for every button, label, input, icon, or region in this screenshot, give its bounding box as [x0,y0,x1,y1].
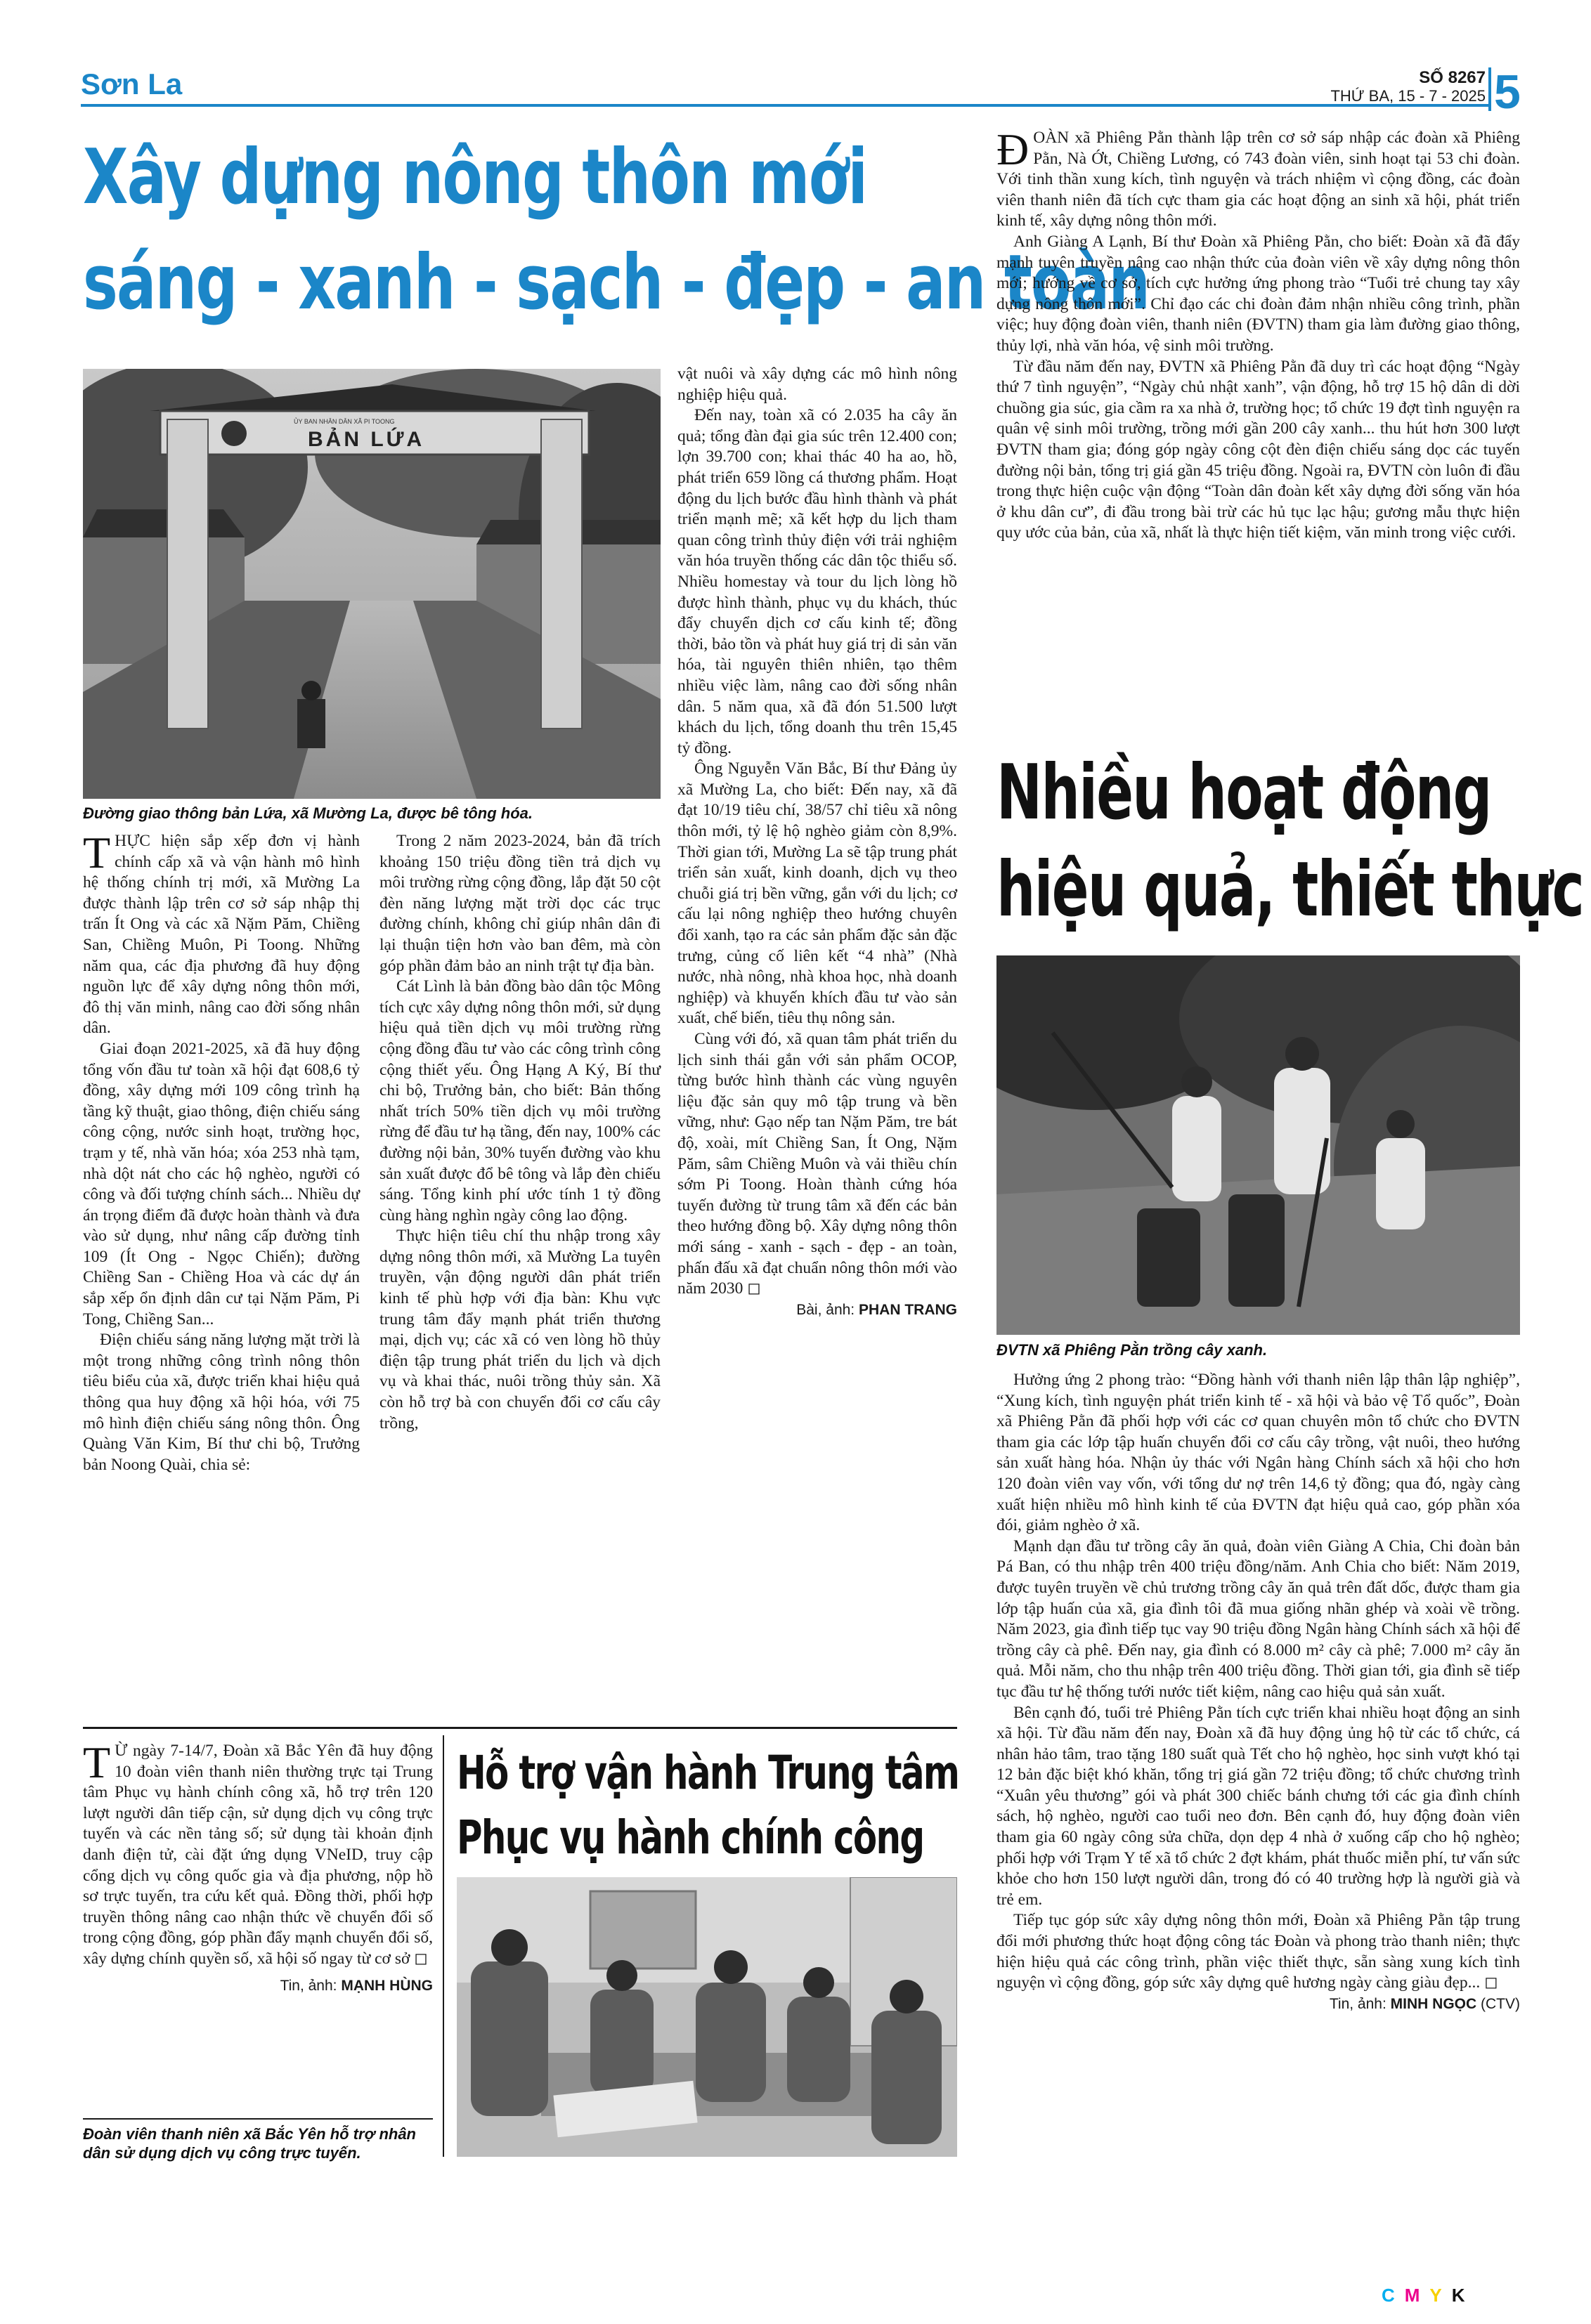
article2-photo [996,955,1520,1335]
article2-body [996,1370,1520,2014]
article3-headline-line1: Hỗ trợ vận hành Trung tâm [457,1746,959,1800]
article2-intro-para1: OÀN xã Phiêng Pằn thành lập trên cơ sở sáp nhập các đoàn xã Phiêng Pằn, Nà Ớt, Chiềng Lương, có 743 đoàn viên, sinh hoạt tại 53 chi đoàn. Với tinh thần xung kích, tình nguyện và trách nhiệm vì cộng đồng, các đoàn viên thanh niên đã tích cực tham gia các hoạt động an sinh xã hội, phát triển kinh tế, xây dựng nông thôn mới. [996,129,1520,230]
article1-col1-para3: Điện chiếu sáng năng lượng mặt trời là một trong những công trình nông thôn tiêu biểu của xã, được triển khai hiệu quả thông qua huy động xã hội hóa, với 75 mô hình điện chiếu sáng nông thôn. Ông Quàng Văn Kim, Bí thư chi bộ, Trưởng bản Noong Quài, chia sẻ: [83,1331,360,1474]
issue-date: THỨ BA, 15 - 7 - 2025 [1330,87,1486,105]
article3-top-rule [83,1727,957,1729]
article2-dropcap: Đ [996,124,1030,174]
article3-photo [457,1877,957,2157]
article1-credit-label: Bài, ảnh: [796,1301,855,1318]
article2-body-para4: Tiếp tục góp sức xây dựng nông thôn mới, Đoàn xã Phiêng Pằn tập trung đổi mới phương thức hoạt động công tác Đoàn và phong trào thanh niên; thực hiện hiệu quả các công trình, phần việc thiết thực, sẵn sàng xung kích tình nguyện vì cộng đồng, góp sức xây dựng quê hương ngày càng giàu đẹp... ◻ [996,1911,1520,1992]
article1-col2-para1: Trong 2 năm 2023-2024, bản đã trích khoảng 150 triệu đồng tiền trả dịch vụ môi trường rừng cộng đồng, lắp đặt 50 cột đèn năng lượng mặt trời dọc các trục đường chính, không chỉ giúp nhân dân đi lại thuận tiện hơn vào ban đêm, mà còn góp phần đảm bảo an ninh trật tự địa bàn. [379,832,661,975]
article2-body-para3: Bên cạnh đó, tuổi trẻ Phiêng Pằn tích cực triển khai nhiều hoạt động an sinh xã hội. Từ đầu năm đến nay, Đoàn xã đã huy động ủng hộ từ các tổ chức, cá nhân hảo tâm, trao tặng 180 suất quà Tết cho hộ nghèo, học sinh vượt khó tại 12 bản đặc biệt khó khăn, tổng trị giá gần 72 triệu đồng; tổ chức chương trình “Xuân yêu thương” gói và phát 300 chiếc bánh chưng tới các gia đình chính sách, hộ nghèo, người cao tuổi neo đơn. Bên cạnh đó, huy động đoàn viên tham gia 60 ngày công sửa chữa, dọn dẹp 4 nhà ở xuống cấp cho hộ nghèo; phối hợp với Trạm Y tế xã tổ chức 2 đợt khám, phát thuốc miễn phí, tư vấn sức khỏe cho hơn 150 lượt người dân, trong đó có 40 trường hợp là người già và trẻ em. [996,1703,1520,1909]
article1-col1-para1: HỰC hiện sắp xếp đơn vị hành chính cấp xã và vận hành mô hình hệ thống chính trị mới, xã Mường La được thành lập trên cơ sở sáp nhập thị trấn Ít Ong và các xã Nặm Păm, Chiềng San, Chiềng Muôn, Pi Toong. Những năm qua, các địa phương đã huy động nguồn lực để xây dựng nông thôn mới, đô thị văn minh, nâng cao đời sống nhân dân. [83,832,360,1038]
article2-credit-label: Tin, ảnh: [1329,1995,1387,2012]
article3-credit [83,1976,433,1997]
article1-col3-para3: Ông Nguyễn Văn Bắc, Bí thư Đảng ủy xã Mường La, cho biết: Đến nay, xã đã đạt 10/19 tiêu chí, 38/57 chỉ tiêu xã nông thôn mới, tỷ lệ hộ nghèo giảm còn 8,9%. Thời gian tới, Mường La sẽ tập trung phát triển sản xuất, kinh doanh, dịch vụ theo chuỗi giá trị bền vững, gắn với du lịch; cơ cấu lại nông nghiệp theo hướng chuyên đổi xanh, tạo ra các sản phẩm đặc sản đặc trưng, củng cố liên kết “4 nhà” (Nhà nước, nhà nông, nhà khoa học, nhà doanh nghiệp) và khuyến khích đầu tư vào sản xuất, chế biến, tiêu thụ nông sản. [677,759,957,1028]
gate-sign: BẢN LỨA [308,428,425,451]
article3-dropcap: T [83,1737,111,1787]
section-name: Sơn La [81,67,183,100]
article1-col1-para2: Giai đoạn 2021-2025, xã đã huy động tổng vốn đầu tư toàn xã hội đạt 608,6 tỷ đồng, xây dựng mới 109 công trình hạ tầng kỹ thuật, giao thông, điện chiếu sáng công cộng, nước sinh hoạt, trường học, trạm y tế, nhà văn hóa; xóa 253 nhà tạm, nhà dột nát cho các hộ nghèo, người có công và đối tượng chính sách... Nhiều dự án trọng điểm đã được hoàn thành và đưa vào sử dụng, như nâng cấp đường tỉnh 109 (Ít Ong - Ngọc Chiến); đường Chiềng San - Chiềng Hoa và các dự án sắp xếp ổn định dân cư tại Nặm Păm, Pi Tong, Chiềng San... [83,1039,360,1329]
issue-number: SỐ 8267 [1419,68,1486,87]
article2-intro [996,124,1520,544]
article1-col2-para2: Cát Lình là bản đồng bào dân tộc Mông tích cực xây dựng nông thôn mới, sử dụng hiệu quả tiền dịch vụ môi trường rừng cộng đồng đầu tư vào các công trình công cộng thiết yếu. Ông Hạng A Ký, Bí thư chi bộ, Trưởng bản, cho biết: Bản thống nhất trích 50% tiền dịch vụ môi trường rừng để đầu tư hạ tầng, đến nay, 100% các đường nội bản, 30% tuyến đường vào khu sản xuất được đổ bê tông và lắp đèn chiếu sáng. Tổng kinh phí ước tính 1 tỷ đồng cùng hàng nghìn ngày công lao động. [379,977,661,1225]
article1-column-2 [379,831,661,1434]
article2-headline [996,745,1584,939]
article1-headline-line2: sáng - xanh - sạch - đẹp - an toàn [83,239,1150,327]
article1-col3-para1: vật nuôi và xây dựng các mô hình nông nghiệp hiệu quả. [677,365,957,404]
article3-caption: Đoàn viên thanh niên xã Bắc Yên hỗ trợ nhân dân sử dụng dịch vụ công trực tuyến. [83,2125,416,2162]
article1-credit [677,1300,957,1321]
gate-sign-subtitle: ỦY BAN NHÂN DÂN XÃ PI TOONG [294,418,395,425]
article1-headline-line1: Xây dựng nông thôn mới [83,133,867,221]
article3-caption-rule [83,2118,433,2120]
article3-column-rule [443,1735,444,2157]
page-number: 5 [1494,65,1521,119]
article1-credit-name: PHAN TRANG [859,1301,957,1318]
issue-info [1330,69,1486,105]
article2-headline-line1: Nhiều hoạt động [996,749,1491,837]
article3-body-text: Ừ ngày 7-14/7, Đoàn xã Bắc Yên đã huy động 10 đoàn viên thanh niên thường trực tại Trung tâm Phục vụ hành chính công xã, hỗ trợ trên 120 lượt người dân tiếp cận, sử dụng dịch vụ công trực tuyến và các nền tảng số; sử dụng tài khoản định danh điện tử, cài đặt ứng dụng VNeID, truy cập cổng dịch vụ công quốc gia và địa phương, nộp hồ sơ trực tuyến, tra cứu kết quả. Đồng thời, phối hợp truyền thông nâng cao nhận thức về chuyển đổi số trong cộng đồng, góp phần đẩy mạnh chuyển đổi số, xây dựng chính quyền số, xã hội số ngay từ cơ sở ◻ [83,1742,433,1968]
article2-credit [996,1994,1520,2015]
article1-col3-para4: Cùng với đó, xã quan tâm phát triển du lịch sinh thái gắn với sản phẩm OCOP, từng bước hình thành các vùng nguyên liệu đặc sản quy mô tập trung và bền vững, như: Gạo nếp tan Nặm Păm, tre bát độ, xoài, mít Chiềng San, Ít Ong, Nặm Păm, sâm Chiềng Muôn và vải thiều chín sớm Pi Toong. Hoàn thành cứng hóa tuyến đường từ trung tâm xã đến các bản theo hướng đồng bộ. Xây dựng nông thôn mới sáng - xanh - sạch - đẹp - an toàn, phấn đấu xã đạt chuẩn nông thôn mới vào năm 2030 ◻ [677,1030,957,1298]
article2-intro-para2: Anh Giàng A Lạnh, Bí thư Đoàn xã Phiêng Pằn, cho biết: Đoàn xã đã đẩy mạnh tuyên truyền nâng cao nhận thức của đoàn viên về xây dựng nông thôn mới; hướng về cơ sở, tích cực hưởng ứng phong trào “Tuổi trẻ chung tay xây dựng nông thôn mới”. Chỉ đạo các chi đoàn đảm nhận nhiều công trình, phần việc; huy động đoàn viên, thanh niên (ĐVTN) tham gia làm đường giao thông, thủy lợi, nhà văn hóa, vệ sinh môi trường. [996,232,1520,355]
article1-col3-para2: Đến nay, toàn xã có 2.035 ha cây ăn quả; tổng đàn đại gia súc trên 12.400 con; lợn 39.700 con; khai thác 40 ha ao, hồ, phát triển 659 lồng cá thương phẩm. Hoạt động du lịch bước đầu hình thành và phát triển mạnh mẽ; xã kết hợp du lịch tham quan công trình thủy điện với trải nghiệm văn hóa truyền thống các dân tộc thiểu số. Nhiều homestay và tour du lịch lòng hồ được hình thành, phục vụ du khách, thúc đẩy chuyển dịch cơ cấu kinh tế; đồng thời, bảo tồn và phát huy giá trị di sản văn hóa, tài nguyên thiên nhiên, tạo thêm nhiều việc làm, nâng cao đời sống nhân dân. 5 năm qua, xã đã đón 51.500 lượt khách du lịch, tổng doanh thu trên 15,45 tỷ đồng. [677,406,957,757]
article2-body-para2: Mạnh dạn đầu tư trồng cây ăn quả, đoàn viên Giàng A Chia, Chi đoàn bản Pá Ban, có thu nhập trên 400 triệu đồng/năm. Anh Chia cho biết: Năm 2019, được tuyên truyền về chủ trương trồng cây ăn quả trên đất dốc, được tham gia lớp tập huấn của xã, gia đình tôi đã mua giống nhãn ghép và xoài về trồng. Năm 2023, gia đình tiếp tục vay 90 triệu đồng Ngân hàng Chính sách xã hội để trồng cây cà phê. Đến nay, gia đình có 8.000 m² cây cà phê; 7.000 m² cây ăn quả. Mỗi năm, cho thu nhập trên 400 triệu đồng. Thời gian tới, gia đình sẽ tiếp tục đầu tư hệ thống tưới nước tiết kiệm, nâng cao hiệu quả sản xuất. [996,1536,1520,1701]
article2-credit-name: MINH NGỌC [1390,1995,1477,2012]
article1-photo [83,369,661,799]
public-service-center-illustration [457,1877,957,2157]
article1-headline [83,125,1150,336]
article1-caption: Đường giao thông bản Lứa, xã Mường La, được bê tông hóa. [83,804,533,822]
article3-headline-line2: Phục vụ hành chính công [457,1810,924,1865]
article2-intro-para3: Từ đầu năm đến nay, ĐVTN xã Phiêng Pằn đã duy trì các hoạt động “Ngày thứ 7 tình nguyện”, “Ngày chủ nhật xanh”, vận động, hỗ trợ 15 hộ dân di dời chuồng gia súc, gia cầm ra xa nhà ở, trường học; tổ chức 19 đợt tình nguyện ra quân vệ sinh môi trường, trồng mới gần 200 cây xanh... thu hút hơn 300 lượt ĐVTN tham gia; đóng góp ngày công cột đèn điện chiếu sáng dọc các tuyến đường nội bản, tổng trị giá gần 45 triệu đồng. Ngoài ra, ĐVTN còn luôn đi đầu trong thực hiện cuộc vận động “Toàn dân đoàn kết xây dựng đời sống văn hóa ở khu dân cư”, đi đầu trong bài trừ các hủ tục lạc hậu; gương mẫu thực hiện quy ước của bản, của xã, nhất là thực hiện tiết kiệm, văn minh trong việc cưới. [996,357,1520,542]
article1-col2-para3: Thực hiện tiêu chí thu nhập trong xây dựng nông thôn mới, xã Mường La tuyên truyền, vận động người dân phát triển kinh tế phù hợp với địa bàn: Khu vực trung tâm đẩy mạnh phát triển thương mại, dịch vụ; các xã có ven lòng hồ thủy điện tập trung phát triển du lịch và dịch vụ và khai thác, nuôi trồng thủy sản. Xã còn hỗ trợ bà con chuyển đổi cơ cấu cây trồng, [379,1227,661,1432]
tree-planting-illustration [996,955,1520,1335]
page-number-bar [1488,67,1491,111]
header-rule [81,104,1490,107]
article3-body [83,1737,433,1996]
cmyk-marks: CMYK [1382,2285,1475,2306]
article2-body-para1: Hưởng ứng 2 phong trào: “Đồng hành với thanh niên lập thân lập nghiệp”, “Xung kích, tình nguyện phát triển kinh tế - xã hội và bảo vệ Tổ quốc”, Đoàn xã Phiêng Pằn đã phối hợp với các cơ quan chuyên môn tổ chức cho ĐVTN tham gia các lớp tập huấn chuyển đổi cơ cấu cây trồng, vật nuôi, theo hướng sản xuất hàng hóa. Nhận ủy thác với Ngân hàng Chính sách xã hội cho hơn 120 đoàn viên vay vốn, với tổng dư nợ trên 14,6 tỷ đồng; qua đó, ngày càng xuất hiện nhiều mô hình kinh tế của ĐVTN đạt hiệu quả cao, góp phần xóa đói, giảm nghèo ở xã. [996,1371,1520,1535]
article2-headline-line2: hiệu quả, thiết thực [996,846,1584,934]
article3-credit-name: MẠNH HÙNG [341,1977,433,1994]
article2-caption: ĐVTN xã Phiêng Pằn trồng cây xanh. [996,1341,1268,1359]
article1-dropcap: T [83,828,111,877]
article3-credit-label: Tin, ảnh: [280,1977,337,1994]
article1-column-1 [83,828,360,1475]
article3-headline [457,1741,959,1870]
article1-column-3 [677,364,957,1320]
article2-credit-suffix: (CTV) [1481,1995,1520,2012]
cmyk-registration [1382,2285,1475,2306]
